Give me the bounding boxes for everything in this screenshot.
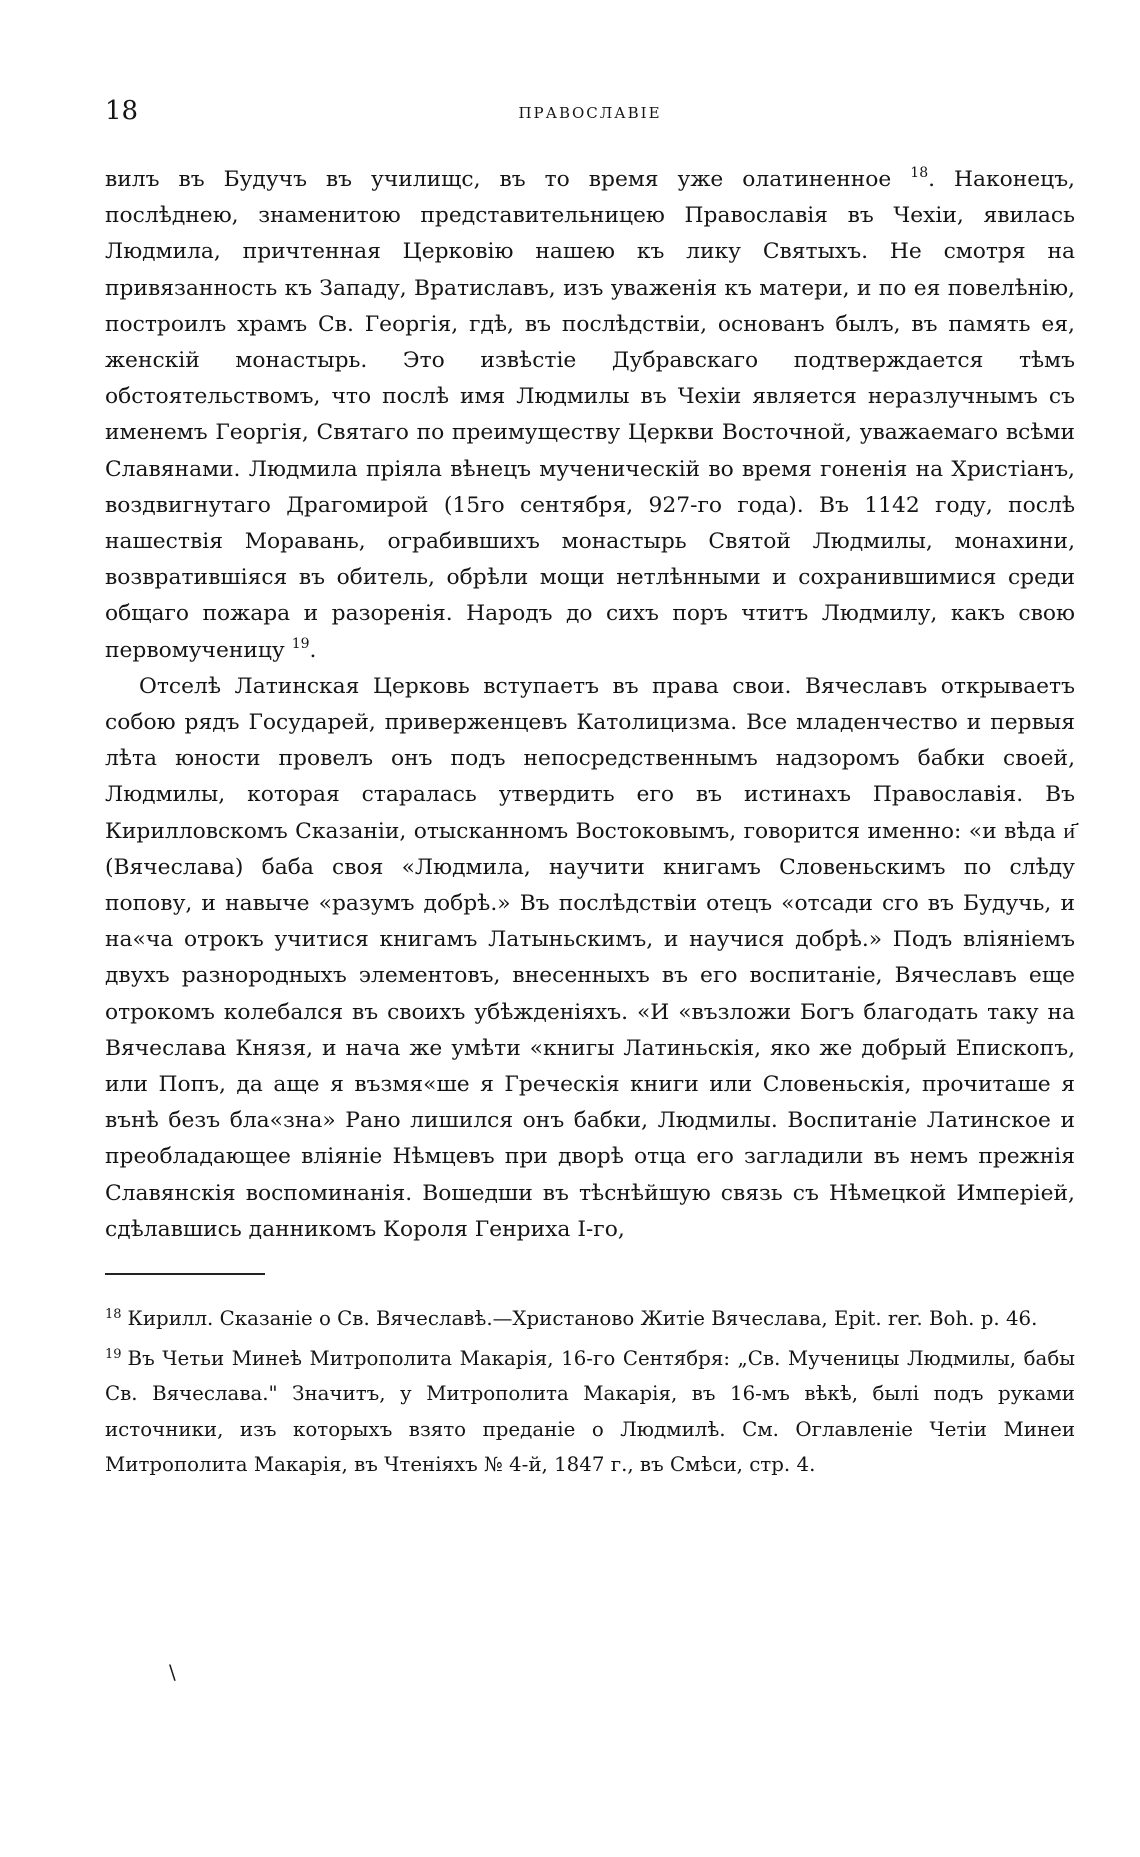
footnote-text: Въ Четьи Минеѣ Митрополита Макарія, 16-го Сентября: „Св. Мученицы Людмилы, бабы Св. Вячеслава." Значитъ, у Митрополита Макарія, въ 16-мъ вѣкѣ, былі подъ руками источники, изъ которыхъ взято преданіе о Людмилѣ. См. Оглавленіе Четіи Минеи Митрополита Макарія, въ Чтеніяхъ № 4-й, 1847 г., въ Смѣси, стр. 4.	[105, 1346, 1075, 1477]
footnote-text: Кирилл. Сказаніе о Св. Вячеславѣ.—Христаново Житіе Вячеслава, Epit. rer. Boh. p. 46.	[127, 1307, 1038, 1331]
running-title: ПРАВОСЛАВІЕ	[518, 104, 662, 122]
footnote-divider	[105, 1273, 265, 1275]
footnote-mark: 18	[105, 1307, 122, 1323]
stray-mark: \	[169, 1660, 176, 1684]
paragraph-1	[105, 162, 1075, 669]
footnotes	[105, 1297, 1075, 1483]
footnote-mark: 19	[105, 1346, 122, 1362]
paragraph-1-end: .	[309, 637, 317, 663]
book-page	[105, 96, 1075, 1483]
main-text	[105, 162, 1075, 1248]
footnote-18	[105, 1297, 1075, 1337]
page-number: 18	[105, 96, 139, 126]
paragraph-1-text-cont: . Наконецъ, послѣднею, знаменитою представительницею Православія въ Чехіи, явилась Людмила, причтенная Церковію нашею къ лику Святыхъ. Не смотря на привязанность къ Западу, Вратиславъ, изъ уваженія къ матери, и по ея повелѣнію, построилъ храмъ Св. Георгія, гдѣ, въ послѣдствіи, основанъ былъ, въ память ея, женскій монастырь. Это извѣстіе Дубравскаго подтверждается тѣмъ обстоятельствомъ, что послѣ имя Людмилы въ Чехіи является неразлучнымъ съ именемъ Георгія, Святаго по преимуществу Церкви Восточной, уважаемаго всѣми Славянами. Людмила пріяла вѣнецъ мученическій во время гоненія на Христіанъ, воздвигнутаго Драгомирой (15го сентября, 927-го года). Въ 1142 году, послѣ нашествія Моравань, ограбившихъ монастырь Святой Людмилы, монахини, возвратившіяся въ обитель, обрѣли мощи нетлѣнными и сохранившимися среди общаго пожара и разоренія. Народъ до сихъ поръ чтитъ Людмилу, какъ свою первомученицу	[105, 167, 1075, 663]
footnote-19	[105, 1337, 1075, 1483]
footnote-ref-19: 19	[291, 635, 310, 652]
footnote-ref-18: 18	[910, 165, 929, 181]
page-header	[105, 96, 1075, 132]
paragraph-1-text: вилъ въ Будучъ въ училищс, въ то время уже олатиненное	[105, 167, 892, 192]
paragraph-2: Отселѣ Латинская Церковь вступаетъ въ права свои. Вячеславъ открываетъ собою рядъ Государей, приверженцевъ Католицизма. Все младенчество и первыя лѣта юности провелъ онъ подъ непосредственнымъ надзоромъ бабки своей, Людмилы, которая старалась утвердить его въ истинахъ Православія. Въ Кирилловскомъ Сказаніи, отысканномъ Востоковымъ, говорится именно: «и вѣда и҃ (Вячеслава) баба своя «Людмила, научити книгамъ Словеньскимъ по слѣду попову, и навыче «разумъ добрѣ.» Въ послѣдствіи отецъ «отсади сго въ Будучь, и на«ча отрокъ учитися книгамъ Латыньскимъ, и научися добрѣ.» Подъ вліяніемъ двухъ разнородныхъ элементовъ, внесенныхъ въ его воспитаніе, Вячеславъ еще отрокомъ колебался въ своихъ убѣжденіяхъ. «И «възложи Богъ благодать таку на Вячеслава Князя, и нача же умѣти «книгы Латиньскія, яко же добрый Епископъ, или Попъ, да аще я възмя«ше я Греческія книги или Словеньскія, прочиташе я вънѣ безъ бла«зна» Рано лишился онъ бабки, Людмилы. Воспитаніе Латинское и преобладающее вліяніе Нѣмцевъ при дворѣ отца его загладили въ немъ прежнія Славянскія воспоминанія. Вошедши въ тѣснѣйшую связь съ Нѣмецкой Имперіей, сдѣлавшись данникомъ Короля Генриха I-го,	[105, 673, 1075, 1242]
